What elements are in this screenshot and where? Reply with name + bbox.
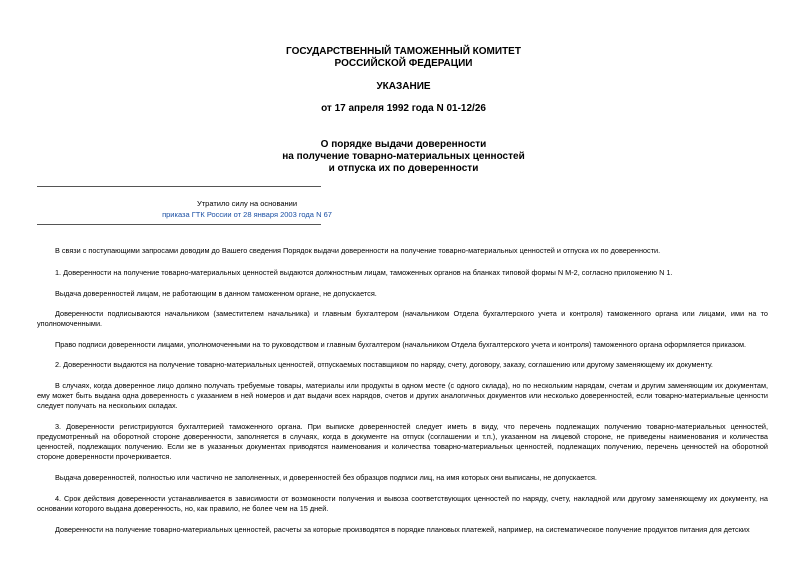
separator-bottom	[37, 224, 321, 225]
paragraph: 4. Срок действия доверенности устанавливается в зависимости от возможности получения и вывоза соответствующих ценностей по наряду, счету, накладной или другому заменяющему их документу, на основании которого выдана доверенность, но, как правило, не более чем на 15 дней.	[37, 494, 768, 513]
paragraph: Выдача доверенностей лицам, не работающим в данном таможенном органе, не допускается.	[55, 289, 377, 298]
paragraph: Доверенности на получение товарно-материальных ценностей, расчеты за которые производятся в порядке плановых платежей, например, на систематическое получение продуктов питания для детских	[55, 525, 750, 534]
document-date-number: от 17 апреля 1992 года N 01-12/26	[321, 103, 486, 114]
paragraph: Доверенности подписываются начальником (заместителем начальника) и главным бухгалтером (начальником Отдела бухгалтерского учета и контроля) таможенного органа или лицами, ими на то уполномоченными.	[37, 309, 768, 328]
document-title-line-2: на получение товарно-материальных ценностей	[282, 151, 525, 162]
paragraph: 3. Доверенности регистрируются бухгалтерией таможенного органа. При выписке доверенностей следует иметь в виду, что перечень подлежащих получению товарно-материальных ценностей, предусмотренный на оборотной стороне доверенности, заполняется в случаях, когда в документе на отпуск (соглашении и т.п.), указанном на лицевой стороне, не приведены наименования и количества ценностей, подлежащих получению. Если же в указанных документах приводятся наименования и количества товарно-материальных ценностей, подлежащих получению, перечень ценностей на оборотной стороне доверенности прочеркивается.	[37, 422, 768, 461]
paragraph: 2. Доверенности выдаются на получение товарно-материальных ценностей, отпускаемых поставщиком по наряду, счету, договору, заказу, соглашению или другому заменяющему их документу.	[55, 360, 713, 369]
paragraph: Выдача доверенностей, полностью или частично не заполненных, и доверенностей без образцов подписи лиц, на имя которых они выписаны, не допускается.	[55, 473, 597, 482]
status-note-text: Утратило силу на основании	[196, 199, 298, 208]
issuer-line-1: ГОСУДАРСТВЕННЫЙ ТАМОЖЕННЫЙ КОМИТЕТ	[286, 46, 521, 57]
document-type: УКАЗАНИЕ	[376, 81, 431, 92]
document-title-line-3: и отпуска их по доверенности	[328, 163, 479, 174]
paragraph: В связи с поступающими запросами доводим до Вашего сведения Порядок выдачи доверенности на получение товарно-материальных ценностей и отпуска их по доверенности.	[55, 246, 661, 255]
paragraph: 1. Доверенности на получение товарно-материальных ценностей выдаются должностным лицам, таможенных органов на бланках типовой формы N М-2, согласно приложению N 1.	[55, 268, 673, 277]
separator-top	[37, 186, 321, 187]
repeal-order-link[interactable]: приказа ГТК России от 28 января 2003 года N 67	[162, 210, 332, 219]
status-note	[37, 209, 457, 220]
issuer-line-2: РОССИЙСКОЙ ФЕДЕРАЦИИ	[334, 58, 473, 69]
paragraph: В случаях, когда доверенное лицо должно получать требуемые товары, материалы или продукты в одном месте (с одного склада), но по нескольким нарядам, счетам и другим заменяющим их документам, ему может быть выдана одна доверенность с указанием в ней номеров и дат выдачи всех нарядов, счетов и других аналогичных документов или несколько доверенностей, если товарно-материальные ценности следует получать на нескольких складах.	[37, 381, 768, 410]
paragraph: Право подписи доверенности лицами, уполномоченными на то руководством и главным бухгалтером (начальником Отдела бухгалтерского учета и контроля) таможенного органа оформляется приказом.	[55, 340, 747, 349]
document-title-line-1: О порядке выдачи доверенности	[320, 139, 487, 150]
